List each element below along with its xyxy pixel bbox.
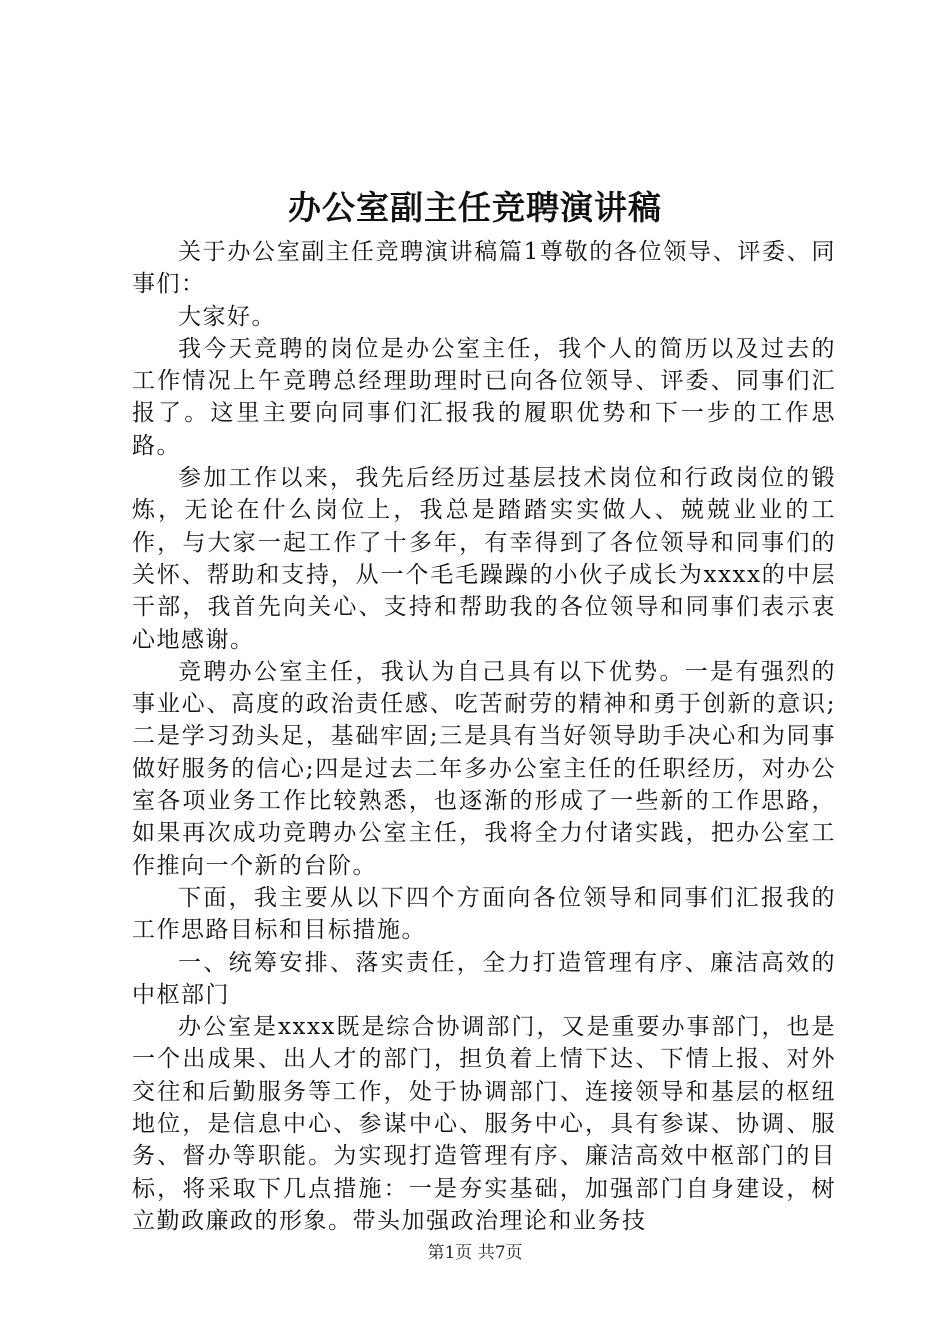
- paragraph-intro-plan: 下面，我主要从以下四个方面向各位领导和同事们汇报我的工作思路目标和目标措施。: [132, 884, 836, 944]
- paragraph-advantages: 竞聘办公室主任，我认为自己具有以下优势。一是有强烈的事业心、高度的政治责任感、吃苦耐劳的精神和勇于创新的意识;二是学习劲头足，基础牢固;三是具有当好领导助手决心和为同事做好服务的信心;四是过去二年多办公室主任的任职经历，对办公室各项业务工作比较熟悉，也逐渐的形成了一些新的工作思路，如果再次成功竞聘办公室主任，我将全力付诸实践，把办公室工作推向一个新的台阶。: [132, 658, 836, 879]
- paragraph-office-role: 办公室是xxxx既是综合协调部门，又是重要办事部门，也是一个出成果、出人才的部门，担负着上情下达、下情上报、对外交往和后勤服务等工作，处于协调部门、连接领导和基层的枢纽地位，是信息中心、参谋中心、服务中心，具有参谋、协调、服务、督办等职能。为实现打造管理有序、廉洁高效中枢部门的目标，将采取下几点措施：一是夯实基础，加强部门自身建设，树立勤政廉政的形象。带头加强政治理论和业务技: [132, 1014, 836, 1234]
- paragraph-experience: 参加工作以来，我先后经历过基层技术岗位和行政岗位的锻炼，无论在什么岗位上，我总是踏踏实实做人、兢兢业业的工作，与大家一起工作了十多年，有幸得到了各位领导和同事们的关怀、帮助和支持，从一个毛毛躁躁的小伙子成长为xxxx的中层干部，我首先向关心、支持和帮助我的各位领导和同事们表示衷心地感谢。: [132, 465, 836, 653]
- paragraph-position: 我今天竞聘的岗位是办公室主任，我个人的简历以及过去的工作情况上午竞聘总经理助理时已向各位领导、评委、同事们汇报了。这里主要向同事们汇报我的履职优势和下一步的工作思路。: [132, 335, 836, 459]
- paragraph-hello: 大家好。: [178, 303, 276, 330]
- section-heading-1: 一、统筹安排、落实责任，全力打造管理有序、廉洁高效的中枢部门: [132, 949, 836, 1008]
- document-body: [132, 236, 836, 1237]
- paragraph-greeting: 关于办公室副主任竞聘演讲稿篇1尊敬的各位领导、评委、同事们：: [132, 239, 836, 298]
- document-title: 办公室副主任竞聘演讲稿: [288, 188, 662, 227]
- page-footer: 第1页 共7页: [427, 1243, 523, 1263]
